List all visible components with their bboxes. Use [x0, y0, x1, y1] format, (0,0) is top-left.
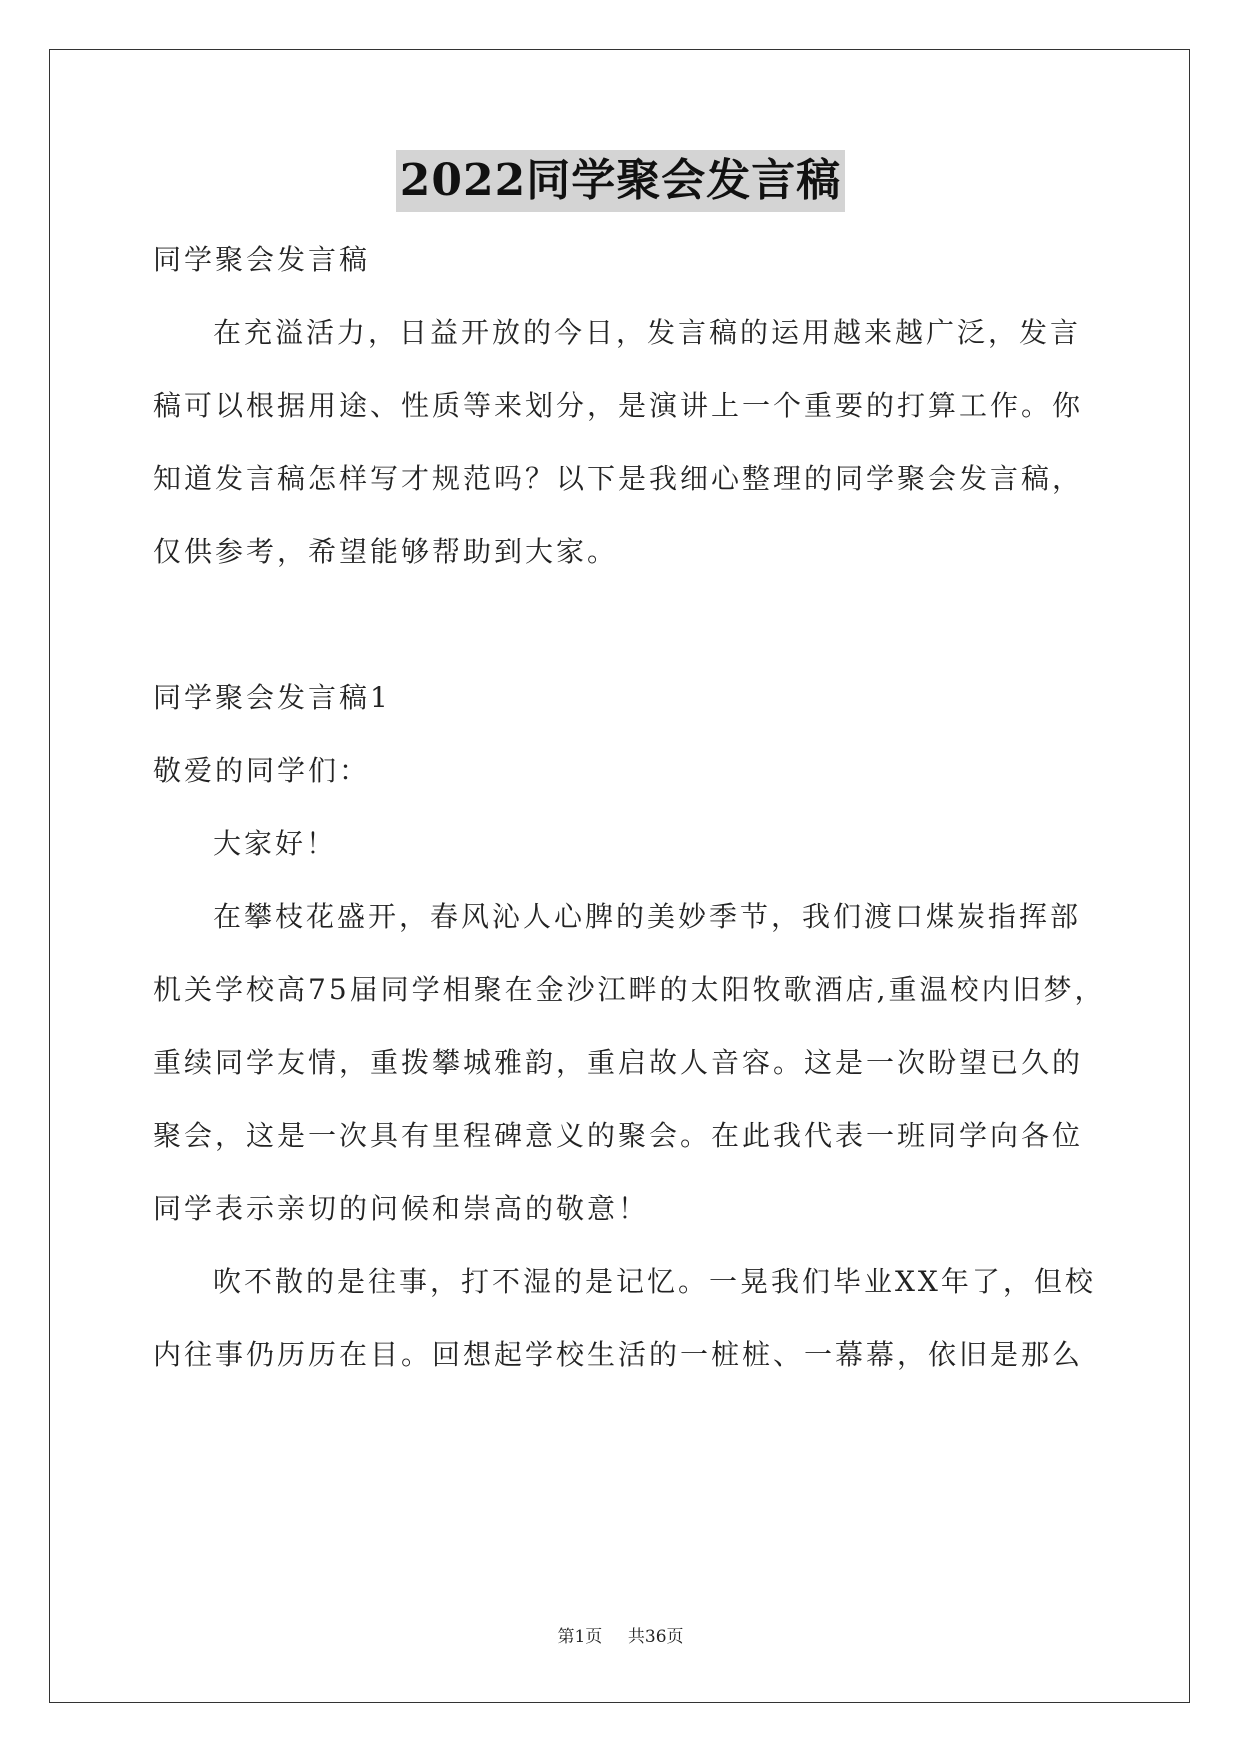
page-border — [49, 49, 1190, 1703]
page-number: 第1页 — [557, 1627, 603, 1647]
paragraph-line: 同学表示亲切的问候和崇高的敬意！ — [153, 1192, 650, 1225]
paragraph-line: 在充溢活力，日益开放的今日，发言稿的运用越来越广泛，发言 — [213, 316, 1082, 349]
paragraph-line: 吹不散的是往事，打不湿的是记忆。一晃我们毕业XX年了，但校 — [213, 1265, 1096, 1298]
salutation: 敬爱的同学们： — [153, 754, 371, 787]
paragraph-line: 内往事仍历历在目。回想起学校生活的一桩桩、一幕幕，依旧是那么 — [153, 1338, 1084, 1371]
paragraph-line: 仅供参考，希望能够帮助到大家。 — [153, 535, 619, 568]
document-title: 2022同学聚会发言稿 — [396, 150, 845, 212]
paragraph-line: 机关学校高75届同学相聚在金沙江畔的太阳牧歌酒店,重温校内旧梦， — [153, 973, 1106, 1006]
page-footer — [0, 1622, 1241, 1647]
page-total: 共36页 — [627, 1627, 684, 1647]
paragraph-line: 重续同学友情，重拨攀城雅韵，重启故人音容。这是一次盼望已久的 — [153, 1046, 1084, 1079]
title-container — [0, 150, 1241, 212]
paragraph-line: 在攀枝花盛开，春风沁人心脾的美妙季节，我们渡口煤炭指挥部 — [213, 900, 1082, 933]
paragraph-line: 聚会，这是一次具有里程碑意义的聚会。在此我代表一班同学向各位 — [153, 1119, 1084, 1152]
paragraph-line: 稿可以根据用途、性质等来划分，是演讲上一个重要的打算工作。你 — [153, 389, 1084, 422]
greeting: 大家好！ — [213, 827, 338, 860]
section-heading: 同学聚会发言稿1 — [153, 681, 391, 714]
section-heading: 同学聚会发言稿 — [153, 243, 371, 276]
paragraph-line: 知道发言稿怎样写才规范吗？以下是我细心整理的同学聚会发言稿， — [153, 462, 1084, 495]
